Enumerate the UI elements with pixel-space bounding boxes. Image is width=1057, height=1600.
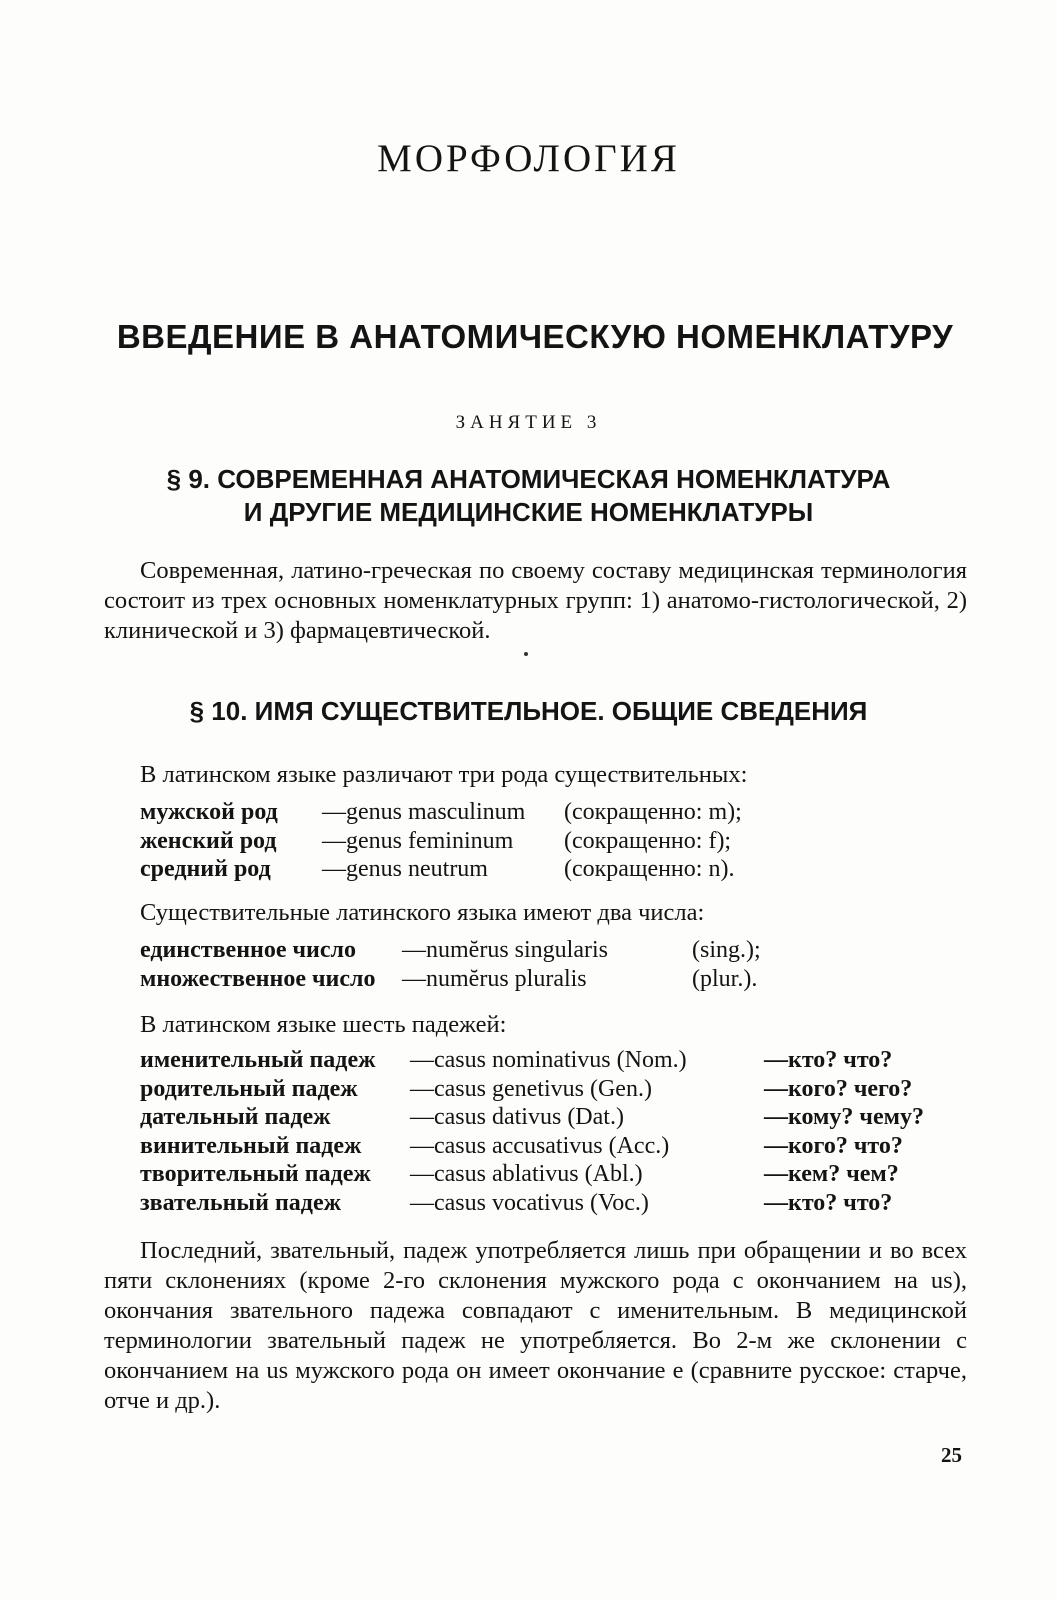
paragraph-9-title: [0, 463, 1057, 529]
number-row-plural: [140, 965, 892, 994]
section-title: ВВЕДЕНИЕ В АНАТОМИЧЕСКУЮ НОМЕНКЛАТУРУ: [116, 318, 954, 355]
case-row-vocative: [140, 1189, 964, 1218]
gender-row-masculine: [140, 798, 804, 827]
gender-ru: мужской род: [140, 799, 278, 825]
gender-abbr: (сокращенно: n).: [564, 856, 735, 883]
gender-row-feminine: [140, 827, 804, 856]
case-row-genitive: [140, 1075, 964, 1104]
vocative-remark: Последний, звательный, падеж употребляется лишь при обращении и во всех пяти склонениях (кроме 2-го склонения мужского рода с окончанием на us), окончания звательного падежа совпадают с именительным. В медицинской терминологии звательный падеж не употребляется. Во 2-м же склонении с окончанием на us мужского рода он имеет окончание e (сравните русское: старче, отче и др.).: [104, 1237, 967, 1414]
case-question: —кто? что?: [764, 1189, 893, 1216]
number-la: —numĕrus singularis: [402, 937, 608, 963]
lesson-label: ЗАНЯТИЕ 3: [455, 412, 602, 433]
paragraph-9-title-line1: § 9. СОВРЕМЕННАЯ АНАТОМИЧЕСКАЯ НОМЕНКЛАТУРА: [166, 464, 891, 494]
gender-la: —genus masculinum: [322, 799, 526, 825]
genders-intro: В латинском языке различают три рода существительных:: [140, 761, 748, 788]
genders-table: [140, 798, 804, 884]
case-question: —кого? чего?: [764, 1075, 913, 1102]
case-ru: звательный падеж: [140, 1189, 341, 1216]
case-ru: именительный падеж: [140, 1047, 376, 1073]
case-la: —casus accusativus (Acc.): [410, 1132, 670, 1159]
case-la: —casus ablativus (Abl.): [410, 1161, 643, 1188]
gender-row-neuter: [140, 855, 804, 884]
paragraph-9-title-line2: И ДРУГИЕ МЕДИЦИНСКИЕ НОМЕНКЛАТУРЫ: [243, 497, 814, 527]
cases-table: [140, 1046, 964, 1218]
page-number: 25: [941, 1443, 962, 1467]
separator-dot: [524, 652, 528, 656]
case-ru: дательный падеж: [140, 1104, 331, 1131]
number-abbr: (sing.);: [692, 937, 761, 963]
gender-abbr: (сокращенно: f);: [564, 827, 732, 854]
number-la: —numĕrus pluralis: [402, 965, 587, 992]
cases-intro: В латинском языке шесть падежей:: [140, 1011, 507, 1038]
numbers-intro: Существительные латинского языка имеют два числа:: [140, 899, 705, 926]
paragraph-10-title: § 10. ИМЯ СУЩЕСТВИТЕЛЬНОЕ. ОБЩИЕ СВЕДЕНИЯ: [189, 696, 868, 726]
gender-la: —genus femininum: [322, 827, 514, 854]
case-row-dative: [140, 1103, 964, 1132]
gender-ru: средний род: [140, 856, 271, 883]
case-ru: творительный падеж: [140, 1161, 371, 1188]
chapter-title: МОРФОЛОГИЯ: [377, 137, 680, 180]
case-ru: винительный падеж: [140, 1132, 362, 1159]
case-row-ablative: [140, 1160, 964, 1189]
gender-ru: женский род: [140, 827, 277, 854]
case-la: —casus vocativus (Voc.): [410, 1189, 649, 1216]
number-ru: единственное число: [140, 937, 356, 963]
case-question: —кого? что?: [764, 1132, 903, 1159]
case-question: —кем? чем?: [764, 1161, 899, 1188]
gender-abbr: (сокращенно: m);: [564, 799, 742, 825]
paragraph-9-text: Современная, латино-греческая по своему составу медицинская терминология состоит из трех основных номенклатурных групп: 1) анатомо-гистологической, 2) клинической и 3) фармацевтической.: [104, 557, 967, 644]
numbers-table: [140, 936, 892, 993]
number-abbr: (plur.).: [692, 965, 758, 992]
case-la: —casus dativus (Dat.): [410, 1104, 624, 1131]
case-row-nominative: [140, 1046, 964, 1075]
case-question: —кому? чему?: [764, 1104, 924, 1131]
case-la: —casus genetivus (Gen.): [410, 1075, 652, 1102]
case-la: —casus nominativus (Nom.): [410, 1047, 687, 1073]
case-row-accusative: [140, 1132, 964, 1161]
case-question: —кто? что?: [764, 1047, 893, 1073]
gender-la: —genus neutrum: [322, 856, 488, 883]
number-row-singular: [140, 936, 892, 965]
case-ru: родительный падеж: [140, 1075, 358, 1102]
number-ru: множественное число: [140, 965, 376, 992]
